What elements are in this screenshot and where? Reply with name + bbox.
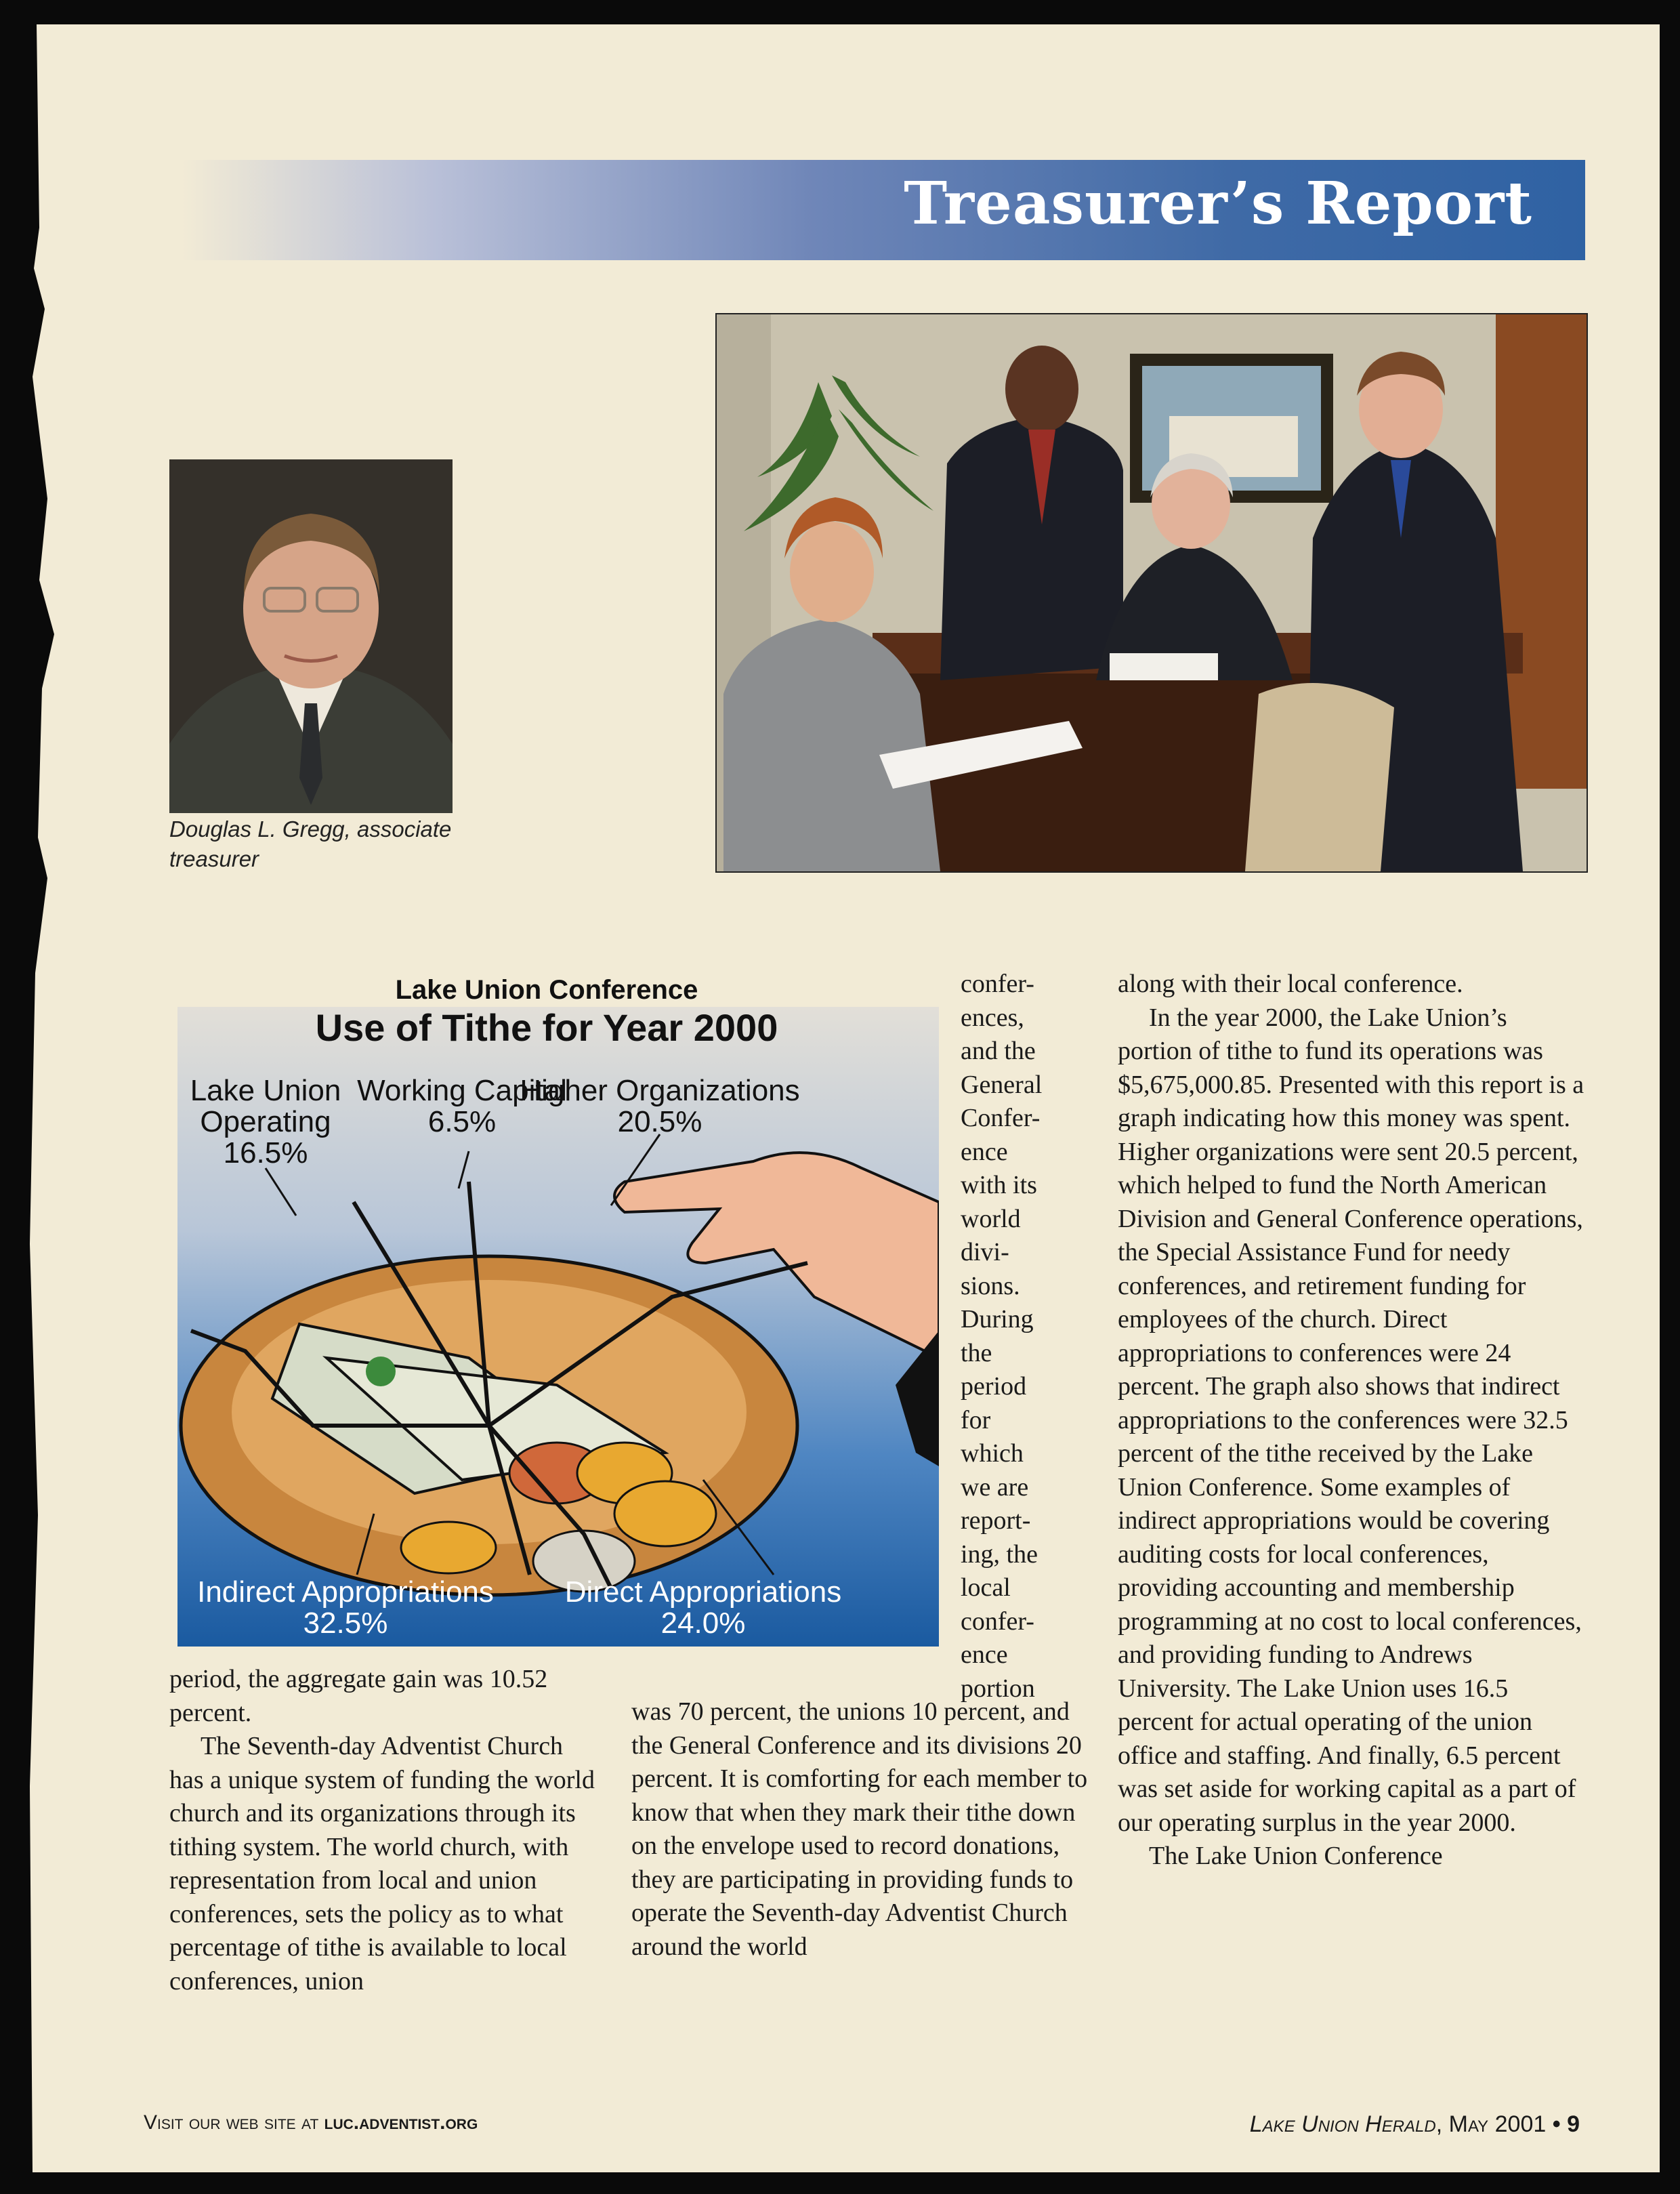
col2-narrow-line: During: [961, 1305, 1034, 1333]
tithe-pie-chart: [177, 978, 939, 1647]
column-3: [1118, 968, 1585, 1874]
slice-label-name-line: Operating: [200, 1105, 331, 1138]
slice-label-percent: 16.5%: [223, 1136, 308, 1170]
col3-paragraph-2: In the year 2000, the Lake Union’s portion of tithe to fund its operations was $5,675,000.85. Presented with this report is a graph indicating how this money was spent. Higher organizations were sent 20.5 percent, which helped to fund the North American Division and General Conference operations, the Special Assistance Fund for needy conferences, and retirement funding for employees of the church. Direct appropriations to conferences were 24 percent. The graph also shows that indirect appropriations to the conferences were 32.5 percent of the tithe received by the Lake Union Conference. Some examples of indirect appropriations would be covering auditing costs for local conferences, providing accounting and membership programming at no cost to local conferences, and providing funding to Andrews University. The Lake Union uses 16.5 percent for actual operating of the union office and staffing. And finally, 6.5 percent was set aside for working capital as a part of our operating surplus in the year 2000.: [1118, 1003, 1584, 1837]
slice-label-percent: 6.5%: [427, 1105, 497, 1138]
footer-publication: Lake Union Herald: [1249, 2111, 1436, 2137]
portrait-photo: [169, 459, 453, 813]
slice-label-name: Indirect Appropriations: [197, 1575, 494, 1609]
slice-label-percent: 24.0%: [660, 1607, 746, 1640]
col2-narrow-line: with its: [961, 1171, 1037, 1199]
column-1: [169, 1663, 603, 1998]
footer-website-prefix: Visit our web site at: [144, 2111, 324, 2134]
col1-paragraph-2: The Seventh-day Adventist Church has a unique system of funding the world church and its organizations through its tithing system. The world church, with representation from local and union conferences, sets the policy as to what percentage of tithe is available to local conferences, union: [169, 1732, 595, 1995]
slice-label-name: Direct Appropriations: [564, 1575, 842, 1609]
photo-caption: Douglas L. Gregg, associate treasurer: [169, 816, 452, 871]
col2-narrow-line: which: [961, 1439, 1024, 1468]
col2-paragraph: was 70 percent, the unions 10 percent, and the General Conference and its divisions 20 percent. It is comforting for each member to know that when they mark their tithe down on the envelope used to record donations, they are participating in providing funds to operate the Seventh-day Adventist Church around the world: [631, 1697, 1088, 1961]
slice-label-percent: 32.5%: [303, 1607, 388, 1640]
col2-narrow-line: Confer-: [961, 1104, 1041, 1132]
footer-separator: •: [1546, 2111, 1568, 2137]
col2-narrow-line: ing, the: [961, 1539, 1038, 1569]
col2-narrow-line: ence: [961, 1137, 1008, 1166]
column-2-narrow: [961, 968, 1096, 1705]
footer-date: , May 2001: [1435, 2111, 1547, 2137]
col2-narrow-line: we are: [961, 1472, 1029, 1502]
col2-narrow-line: and the: [961, 1037, 1036, 1065]
col2-narrow-line: ences,: [961, 1003, 1024, 1032]
col2-narrow-line: ence: [961, 1640, 1008, 1669]
footer-website-url[interactable]: luc.adventist.org: [324, 2111, 478, 2134]
torn-edge: [27, 24, 68, 2172]
group-photo: [715, 313, 1588, 873]
col2-narrow-line: General: [961, 1070, 1043, 1099]
col2-narrow-line: world: [961, 1204, 1021, 1233]
section-banner: [182, 160, 1585, 260]
col3-paragraph-1: along with their local conference.: [1118, 970, 1463, 998]
magazine-page: [27, 24, 1660, 2172]
page-number: 9: [1567, 2111, 1580, 2137]
col2-narrow-line: local: [961, 1573, 1011, 1602]
col2-narrow-line: divi-: [961, 1238, 1009, 1266]
col2-narrow-line: report-: [961, 1506, 1031, 1535]
col1-paragraph-1: period, the aggregate gain was 10.52 percent.: [169, 1665, 548, 1727]
slice-label-name: Working Capital: [357, 1074, 567, 1107]
footer-left: [144, 2111, 478, 2134]
col2-narrow-line: the: [961, 1338, 992, 1367]
column-2-wide: [631, 1695, 1097, 1964]
col2-narrow-line: confer-: [961, 1607, 1034, 1636]
col2-narrow-line: for: [961, 1405, 991, 1434]
chart-subtitle: Lake Union Conference: [395, 978, 698, 1005]
col2-narrow-line: period: [961, 1372, 1027, 1401]
col2-narrow-line: sions.: [961, 1271, 1020, 1300]
col2-narrow-line: confer-: [961, 970, 1034, 998]
slice-label-name: Higher Organizations: [520, 1074, 800, 1107]
slice-label-percent: 20.5%: [617, 1105, 702, 1138]
col2-narrow-line: portion: [961, 1674, 1035, 1703]
chart-title: Use of Tithe for Year 2000: [315, 1006, 778, 1049]
col3-paragraph-3: The Lake Union Conference: [1149, 1842, 1443, 1870]
banner-title: Treasurer’s Report: [904, 169, 1532, 238]
footer-right: [1250, 2111, 1580, 2138]
slice-label-name-line: Lake Union: [190, 1074, 341, 1107]
